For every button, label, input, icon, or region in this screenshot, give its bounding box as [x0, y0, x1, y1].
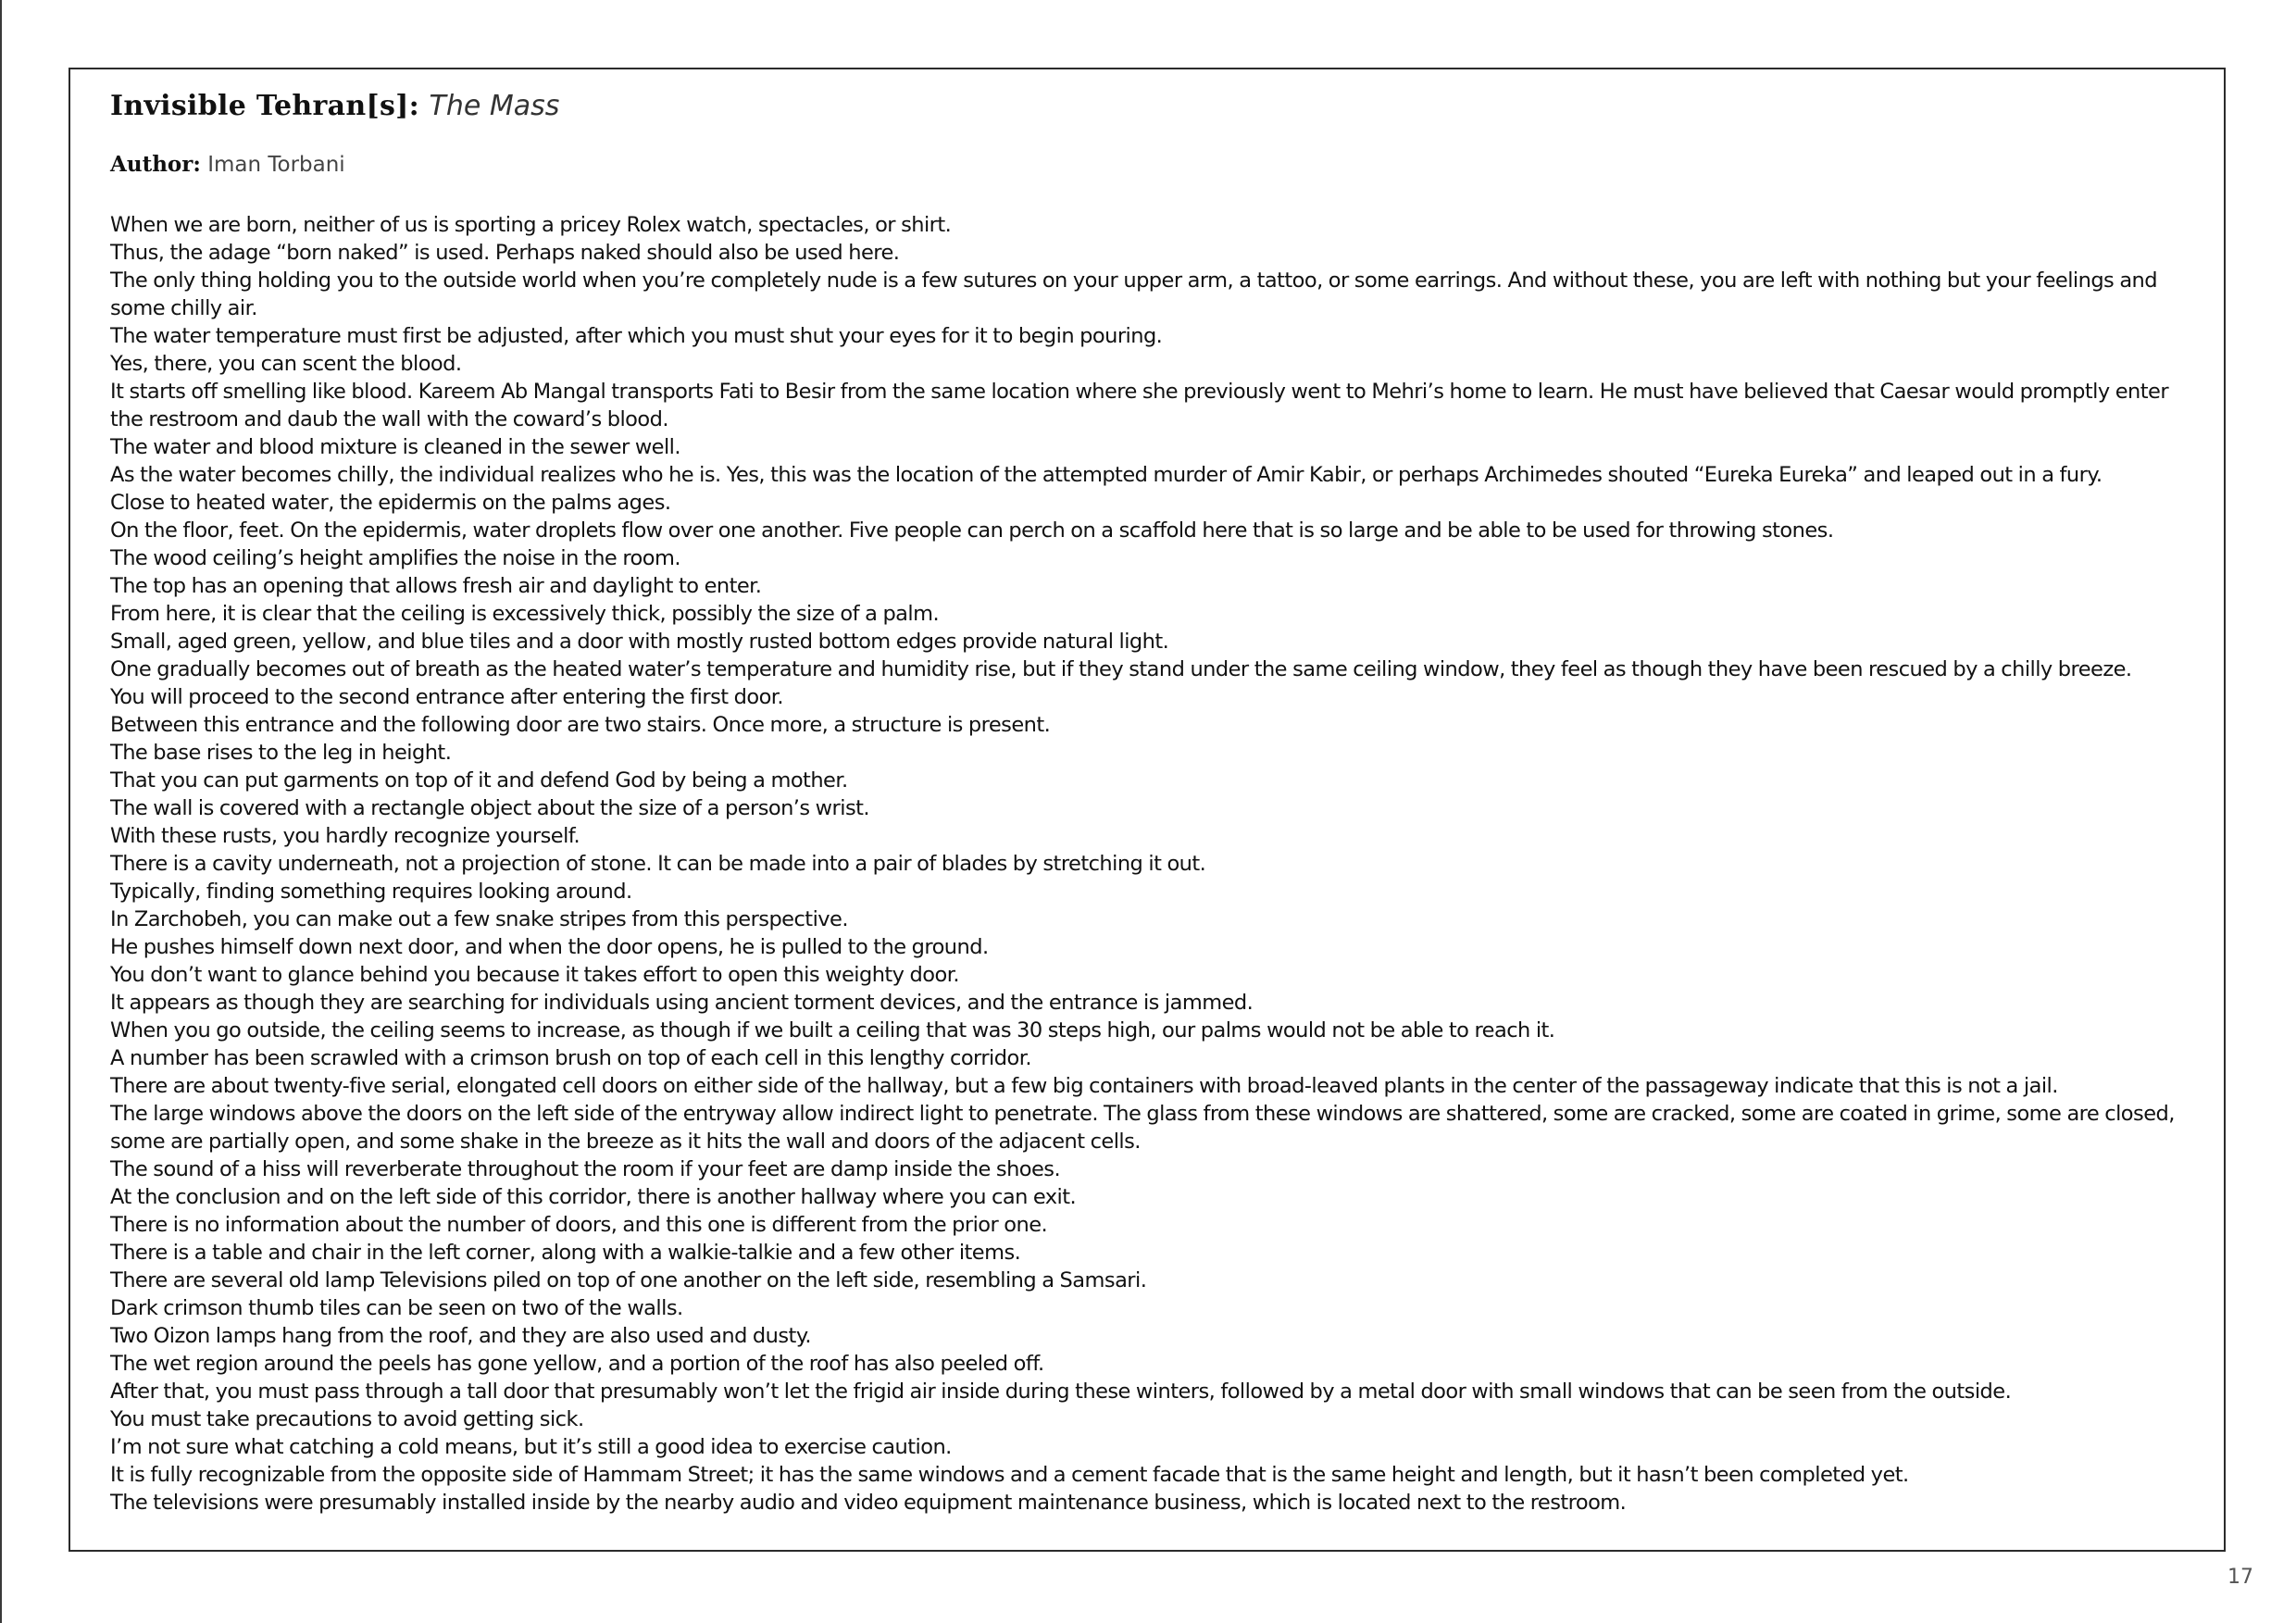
body-paragraph: Typically, finding something requires looking around. — [110, 880, 632, 904]
body-paragraph: You don’t want to glance behind you because it takes effort to open this weighty door. — [110, 963, 959, 987]
body-paragraph: It starts off smelling like blood. Kareem Ab Mangal transports Fati to Besir from the same location where she previously went to Mehri’s home to learn. He must have believed that Caesar would promptly enter the restroom and daub the wall with the coward’s blood. — [110, 380, 2169, 431]
page-title — [110, 88, 559, 125]
body-paragraph: Yes, there, you can scent the blood. — [110, 352, 462, 376]
body-paragraph: Close to heated water, the epidermis on the palms ages. — [110, 491, 671, 515]
body-paragraph: When we are born, neither of us is sporting a pricey Rolex watch, spectacles, or shirt. — [110, 213, 952, 237]
body-paragraph: After that, you must pass through a tall door that presumably won’t let the frigid air inside during these winters, followed by a metal door with small windows that can be seen from the outside. — [110, 1380, 2012, 1404]
body-paragraph: There are several old lamp Televisions piled on top of one another on the left side, resembling a Samsari. — [110, 1268, 1147, 1292]
body-paragraph: Thus, the adage “born naked” is used. Perhaps naked should also be used here. — [110, 241, 900, 265]
body-paragraph: In Zarchobeh, you can make out a few snake stripes from this perspective. — [110, 907, 848, 931]
body-paragraph: As the water becomes chilly, the individual realizes who he is. Yes, this was the location of the attempted murder of Amir Kabir, or perhaps Archimedes shouted “Eureka Eureka” and leaped out in a fury. — [110, 463, 2103, 487]
body-paragraph: With these rusts, you hardly recognize yourself. — [110, 824, 580, 848]
body-paragraph: Two Oizon lamps hang from the roof, and they are also used and dusty. — [110, 1324, 811, 1348]
title-subtitle: The Mass — [429, 90, 560, 122]
body-paragraph: The top has an opening that allows fresh air and daylight to enter. — [110, 574, 762, 598]
author-label: Author: — [110, 152, 201, 177]
body-paragraph: The large windows above the doors on the left side of the entryway allow indirect light to penetrate. The glass from these windows are shattered, some are cracked, some are coated in grime, some are closed, some are partially open, and some shake in the breeze as it hits the wall and doors of the adjacent cells. — [110, 1102, 2175, 1154]
body-paragraph: I’m not sure what catching a cold means, but it’s still a good idea to exercise caution. — [110, 1435, 952, 1459]
body-paragraph: Small, aged green, yellow, and blue tiles and a door with mostly rusted bottom edges provide natural light. — [110, 630, 1169, 654]
body-paragraph: The only thing holding you to the outside world when you’re completely nude is a few sutures on your upper arm, a tattoo, or some earrings. And without these, you are left with nothing but your feelings and some chilly air. — [110, 268, 2158, 320]
body-paragraph: That you can put garments on top of it and defend God by being a mother. — [110, 768, 848, 793]
body-paragraph: The water and blood mixture is cleaned in the sewer well. — [110, 435, 680, 459]
body-paragraph: At the conclusion and on the left side of this corridor, there is another hallway where you can exit. — [110, 1185, 1077, 1209]
body-paragraph: A number has been scrawled with a crimson brush on top of each cell in this lengthy corridor. — [110, 1046, 1031, 1070]
author-name: Iman Torbani — [207, 153, 345, 177]
body-paragraph: The wood ceiling’s height amplifies the noise in the room. — [110, 546, 680, 570]
page-number: 17 — [2227, 1566, 2253, 1589]
body-paragraph: There are about twenty-five serial, elongated cell doors on either side of the hallway, but a few big containers with broad-leaved plants in the center of the passageway indicate that this is not a jail. — [110, 1074, 2058, 1098]
body-paragraph: You must take precautions to avoid getting sick. — [110, 1407, 584, 1431]
body-paragraph: There is a cavity underneath, not a projection of stone. It can be made into a pair of blades by stretching it out. — [110, 852, 1206, 876]
page-edge-rule — [0, 0, 2, 1623]
body-paragraph: The water temperature must first be adjusted, after which you must shut your eyes for it to begin pouring. — [110, 324, 1163, 348]
body-paragraph: The wet region around the peels has gone yellow, and a portion of the roof has also peeled off. — [110, 1352, 1044, 1376]
body-paragraph: There is no information about the number of doors, and this one is different from the prior one. — [110, 1213, 1048, 1237]
body-paragraph: One gradually becomes out of breath as the heated water’s temperature and humidity rise, but if they stand under the same ceiling window, they feel as though they have been rescued by a chilly breeze. — [110, 657, 2132, 681]
body-paragraph: You will proceed to the second entrance after entering the first door. — [110, 685, 784, 709]
body-paragraph: Dark crimson thumb tiles can be seen on two of the walls. — [110, 1296, 683, 1320]
body-paragraph: There is a table and chair in the left corner, along with a walkie-talkie and a few other items. — [110, 1241, 1021, 1265]
body-paragraph: The wall is covered with a rectangle object about the size of a person’s wrist. — [110, 796, 869, 820]
body-paragraph: The televisions were presumably installed inside by the nearby audio and video equipment maintenance business, which is located next to the restroom. — [110, 1491, 1627, 1515]
body-paragraph: From here, it is clear that the ceiling is excessively thick, possibly the size of a palm. — [110, 602, 940, 626]
body-paragraph: When you go outside, the ceiling seems to increase, as though if we built a ceiling that was 30 steps high, our palms would not be able to reach it. — [110, 1018, 1555, 1042]
author-line — [110, 150, 345, 180]
title-main: Invisible Tehran[s]: — [110, 90, 420, 122]
body-paragraph: Between this entrance and the following door are two stairs. Once more, a structure is present. — [110, 713, 1051, 737]
body-paragraph: It is fully recognizable from the opposite side of Hammam Street; it has the same windows and a cement facade that is the same height and length, but it hasn’t been completed yet. — [110, 1463, 1909, 1487]
body-paragraph: The base rises to the leg in height. — [110, 741, 452, 765]
body-text — [110, 211, 2193, 1517]
body-paragraph: He pushes himself down next door, and when the door opens, he is pulled to the ground. — [110, 935, 989, 959]
body-paragraph: On the floor, feet. On the epidermis, water droplets flow over one another. Five people can perch on a scaffold here that is so large and be able to be used for throwing stones. — [110, 518, 1834, 543]
body-paragraph: It appears as though they are searching for individuals using ancient torment devices, and the entrance is jammed. — [110, 991, 1254, 1015]
body-paragraph: The sound of a hiss will reverberate throughout the room if your feet are damp inside the shoes. — [110, 1157, 1061, 1181]
